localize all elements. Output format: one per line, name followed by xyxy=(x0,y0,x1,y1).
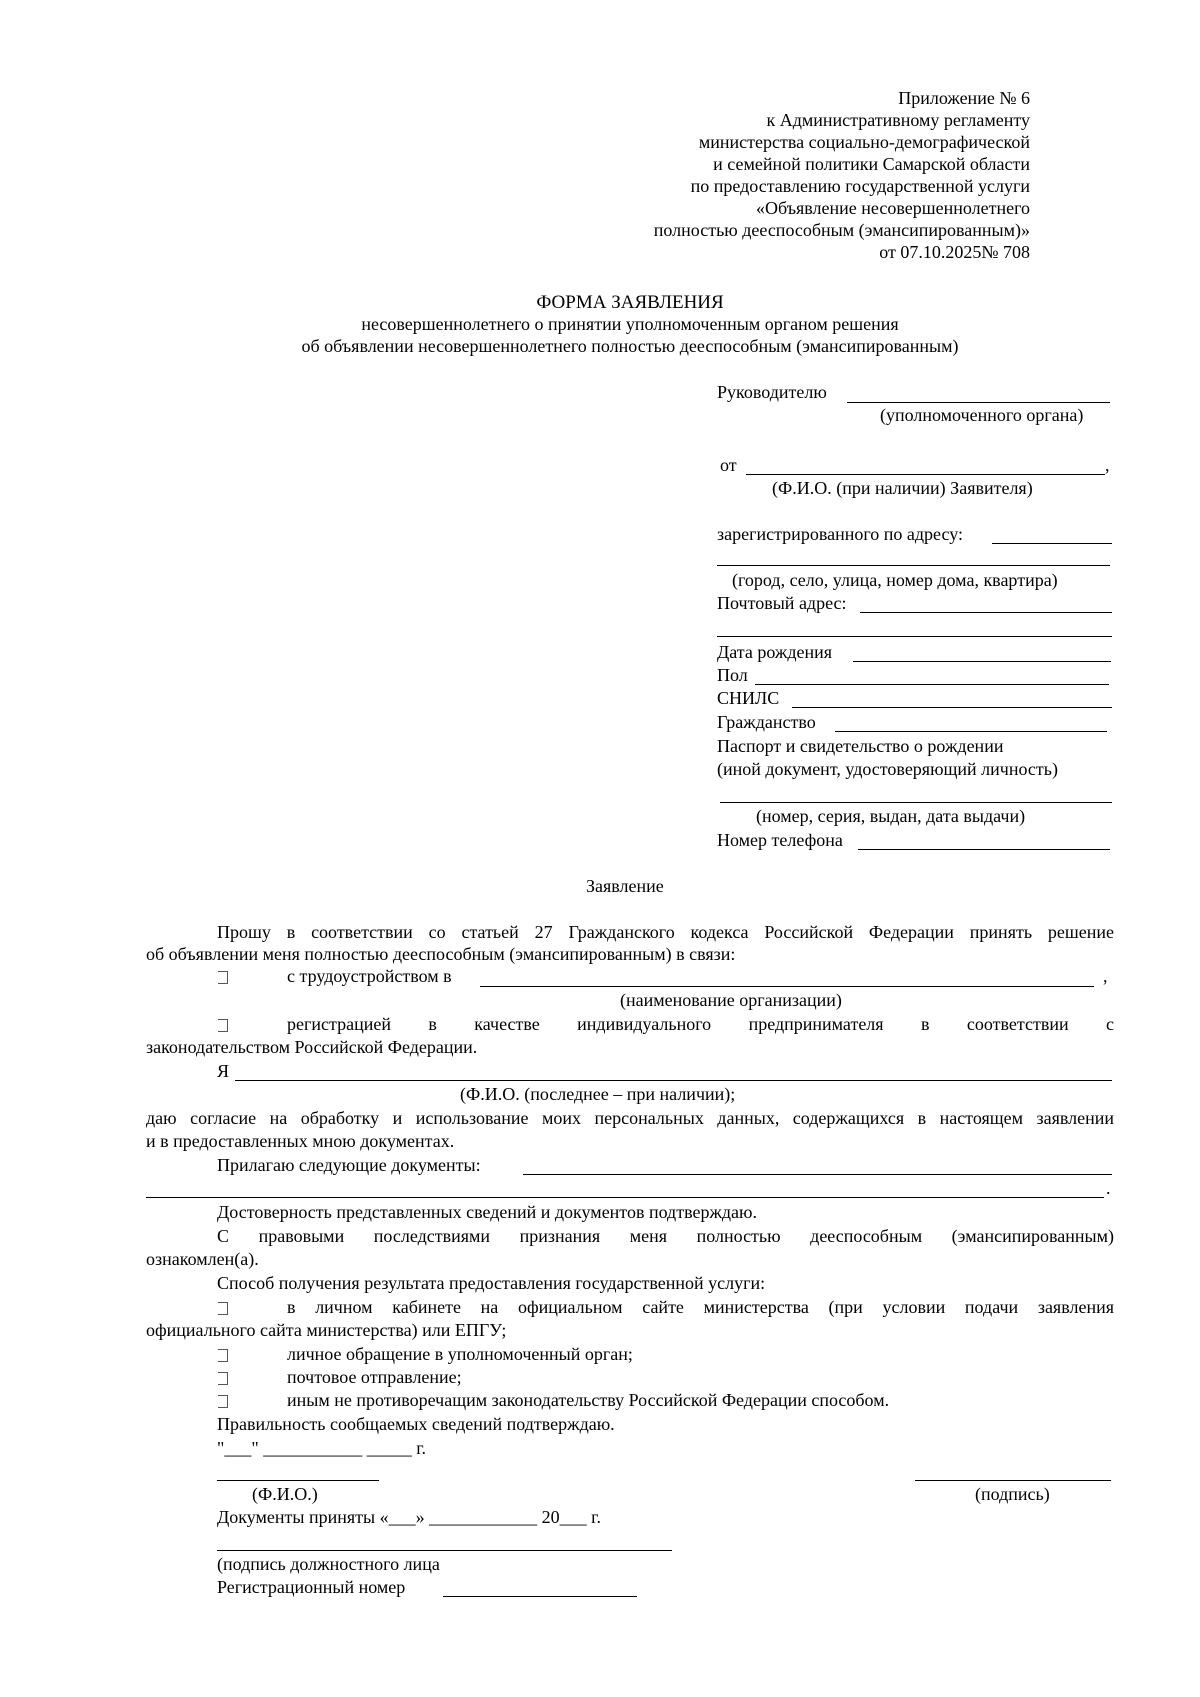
consent-line-1: даю согласие на обработку и использование моих персональных данных, содержащихся в настоящем заявлении xyxy=(146,1108,1114,1128)
sex-field[interactable] xyxy=(755,684,1109,685)
header-line: Приложение № 6 xyxy=(898,88,1030,108)
to-hint: (уполномоченного органа) xyxy=(880,405,1084,425)
date-line[interactable]: "___" ___________ _____ г. xyxy=(217,1438,427,1458)
phone-field[interactable] xyxy=(858,849,1110,850)
checkbox-entrepreneur[interactable] xyxy=(218,1019,228,1032)
citizenship-field[interactable] xyxy=(835,731,1107,732)
form-subtitle-2: об объявлении несовершеннолетнего полностью дееспособным (эмансипированным) xyxy=(301,336,959,356)
checkbox-in-person[interactable] xyxy=(218,1349,228,1362)
header-line: к Административному регламенту xyxy=(766,110,1030,130)
snils-label: СНИЛС xyxy=(717,688,780,708)
method-1-line-1: в личном кабинете на официальном сайте министерства (при условии подачи заявления xyxy=(287,1297,1114,1317)
method-3: почтовое отправление; xyxy=(287,1367,462,1387)
name-hint: (Ф.И.О. (последнее – при наличии); xyxy=(460,1084,736,1104)
confirm-line: Достоверность представленных сведений и документов подтверждаю. xyxy=(217,1202,757,1222)
from-hint: (Ф.И.О. (при наличии) Заявителя) xyxy=(772,478,1033,498)
phone-label: Номер телефона xyxy=(717,830,843,850)
postal-field[interactable] xyxy=(860,612,1112,613)
to-label: Руководителю xyxy=(717,382,827,402)
citizenship-label: Гражданство xyxy=(717,712,816,732)
attach-label: Прилагаю следующие документы: xyxy=(217,1155,481,1175)
header-line: и семейной политики Самарской области xyxy=(713,154,1030,174)
applicant-name-field[interactable] xyxy=(235,1080,1112,1081)
passport-field[interactable] xyxy=(720,802,1112,803)
signature-field[interactable] xyxy=(915,1480,1111,1481)
reg-number-field[interactable] xyxy=(443,1596,637,1597)
opt-employment-comma: , xyxy=(1103,966,1108,986)
reg-number-label: Регистрационный номер xyxy=(217,1577,406,1597)
method-4: иным не противоречащим законодательству Российской Федерации способом. xyxy=(287,1390,890,1410)
postal-field-2[interactable] xyxy=(717,636,1112,637)
confirm-line-2: Правильность сообщаемых сведений подтверждаю. xyxy=(217,1414,615,1434)
request-line-1: Прошу в соответствии со статьей 27 Гражданского кодекса Российской Федерации принять решение xyxy=(217,922,1114,942)
header-line: от 07.10.2025№ 708 xyxy=(879,242,1030,262)
opt-entrepreneur-line-1: регистрацией в качестве индивидуального предпринимателя в соответствии с xyxy=(287,1014,1114,1034)
header-line: «Объявление несовершеннолетнего xyxy=(756,198,1030,218)
birth-field[interactable] xyxy=(853,661,1111,662)
snils-field[interactable] xyxy=(792,707,1112,708)
checkbox-personal-account[interactable] xyxy=(218,1302,228,1315)
legal-line-2: ознакомлен(а). xyxy=(146,1249,259,1269)
from-label: от xyxy=(720,455,737,475)
registered-label: зарегистрированного по адресу: xyxy=(717,524,963,544)
opt-employment-label: с трудоустройством в xyxy=(287,966,452,986)
fio-field[interactable] xyxy=(217,1480,379,1481)
signature-hint: (подпись) xyxy=(975,1484,1050,1504)
attach-dot: . xyxy=(1106,1178,1111,1198)
fio-hint: (Ф.И.О.) xyxy=(252,1484,318,1504)
checkbox-other[interactable] xyxy=(218,1395,228,1408)
address-hint: (город, село, улица, номер дома, квартира) xyxy=(732,570,1058,590)
from-field[interactable] xyxy=(746,474,1105,475)
form-title: ФОРМА ЗАЯВЛЕНИЯ xyxy=(536,292,724,313)
birth-label: Дата рождения xyxy=(717,642,833,662)
header-line: по предоставлению государственной услуги xyxy=(690,176,1030,196)
checkbox-employment[interactable] xyxy=(218,971,228,984)
sex-label: Пол xyxy=(717,665,748,685)
form-subtitle-1: несовершеннолетнего о принятии уполномоченным органом решения xyxy=(361,314,899,334)
statement-heading: Заявление xyxy=(586,876,664,896)
legal-line-1: С правовыми последствиями признания меня полностью дееспособным (эмансипированным) xyxy=(217,1226,1114,1246)
employment-org-field[interactable] xyxy=(480,986,1094,987)
documents-accepted: Документы приняты «___» ____________ 20___ г. xyxy=(217,1507,601,1527)
header-line: полностью дееспособным (эмансипированным)» xyxy=(653,220,1030,240)
org-hint: (наименование организации) xyxy=(620,990,842,1010)
request-line-2: об объявлении меня полностью дееспособным (эмансипированным) в связи: xyxy=(146,944,736,964)
checkbox-post[interactable] xyxy=(218,1372,228,1385)
header-line: министерства социально-демографической xyxy=(698,132,1030,152)
attach-field-2[interactable] xyxy=(146,1197,1104,1198)
method-label: Способ получения результата предоставления государственной услуги: xyxy=(217,1273,766,1293)
passport-label-2: (иной документ, удостоверяющий личность) xyxy=(717,759,1058,779)
registered-field-2[interactable] xyxy=(717,565,1110,566)
method-2: личное обращение в уполномоченный орган; xyxy=(287,1344,633,1364)
consent-line-2: и в предоставленных мною документах. xyxy=(146,1131,455,1151)
attach-field[interactable] xyxy=(523,1174,1112,1175)
passport-label: Паспорт и свидетельство о рождении xyxy=(717,736,1004,756)
method-1-line-2: официального сайта министерства) или ЕПГУ; xyxy=(146,1320,507,1340)
passport-hint: (номер, серия, выдан, дата выдачи) xyxy=(756,806,1026,826)
official-signature-field[interactable] xyxy=(217,1550,672,1551)
official-sign-hint: (подпись должностного лица xyxy=(217,1554,440,1574)
postal-label: Почтовый адрес: xyxy=(717,593,847,613)
to-field[interactable] xyxy=(847,402,1110,403)
registered-field[interactable] xyxy=(992,543,1112,544)
opt-entrepreneur-line-2: законодательством Российской Федерации. xyxy=(146,1037,478,1057)
from-comma: , xyxy=(1105,455,1110,475)
i-label: Я xyxy=(217,1061,230,1081)
